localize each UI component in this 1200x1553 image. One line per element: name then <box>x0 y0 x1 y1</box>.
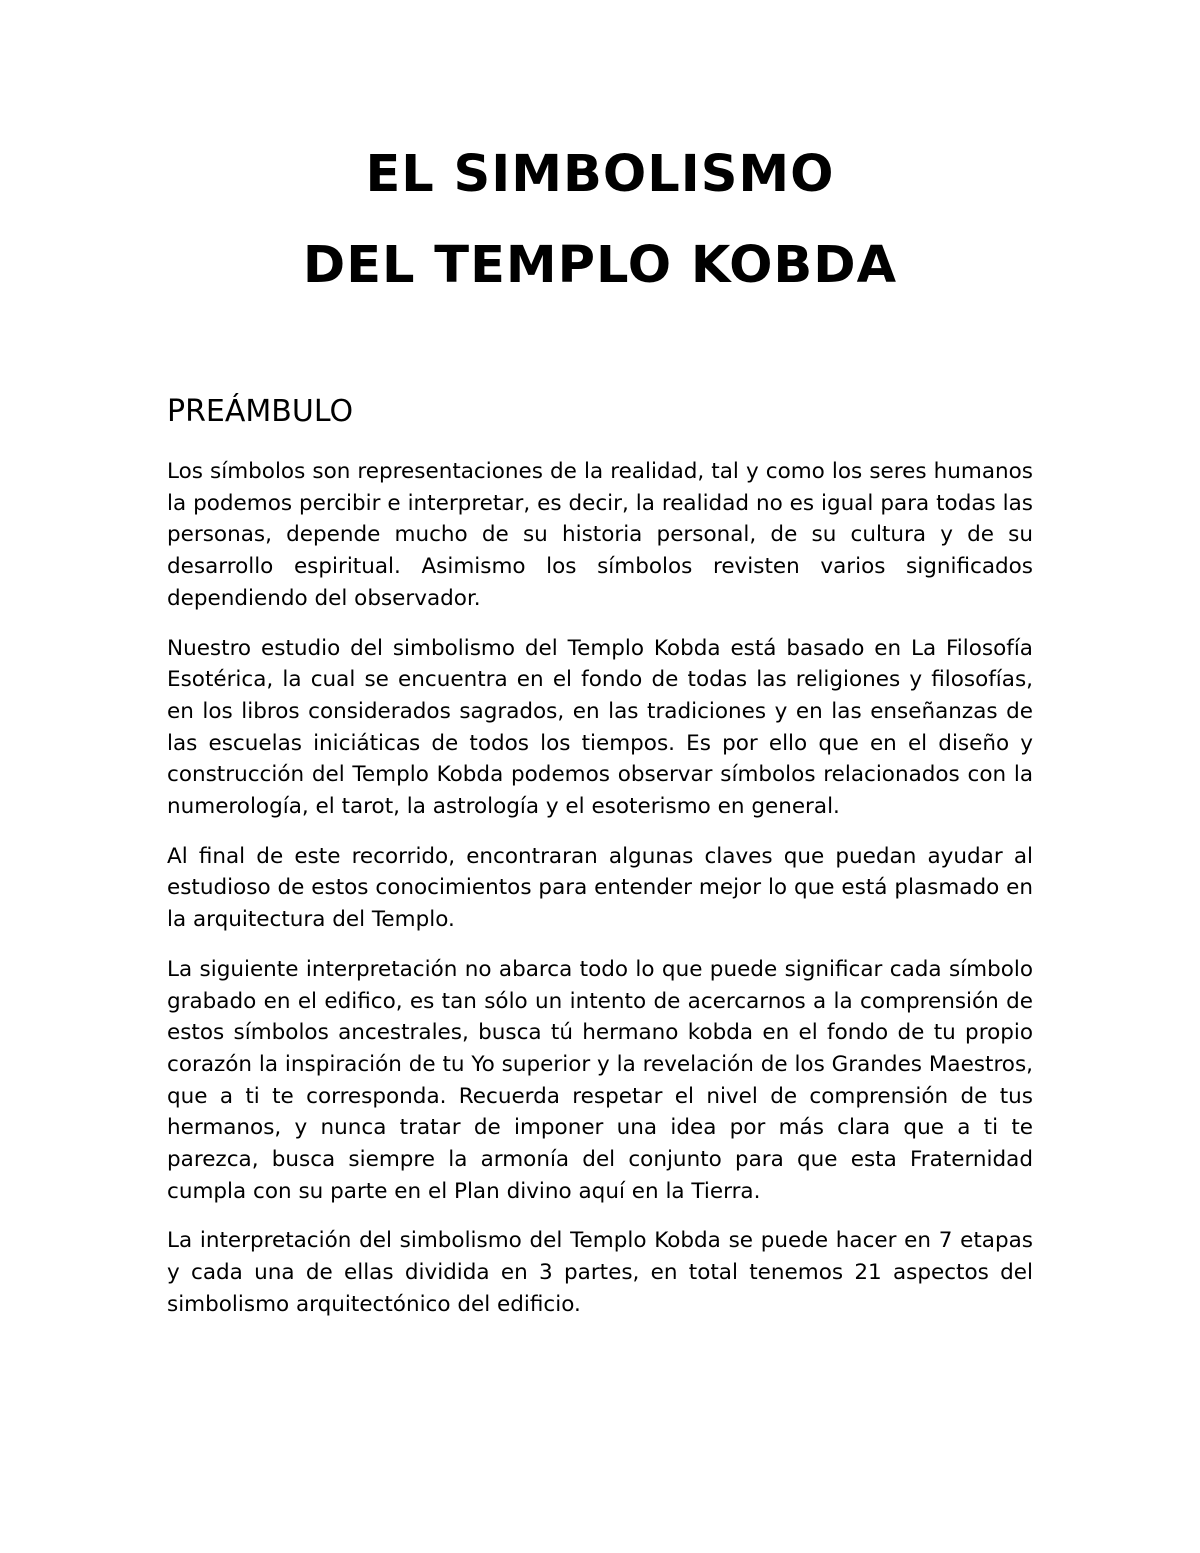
paragraph-5: La interpretación del simbolismo del Templo Kobda se puede hacer en 7 etapas y cada una de ellas dividida en 3 partes, en total tenemos 21 aspectos del simbolismo arquitectónico del edificio. <box>167 1228 1033 1317</box>
paragraph-4: La siguiente interpretación no abarca todo lo que puede significar cada símbolo grabado en el edifico, es tan sólo un intento de acercarnos a la comprensión de estos símbolos ancestrales, busca tú hermano kobda en el fondo de tu propio corazón la inspiración de tu Yo superior y la revelación de los Grandes Maestros, que a ti te corresponda. Recuerda respetar el nivel de comprensión de tus hermanos, y nunca tratar de imponer una idea por más clara que a ti te parezca, busca siempre la armonía del conjunto para que esta Fraternidad cumpla con su parte en el Plan divino aquí en la Tierra. <box>167 956 1033 1204</box>
paragraph-1: Los símbolos son representaciones de la realidad, tal y como los seres humanos la podemos percibir e interpretar, es decir, la realidad no es igual para todas las personas, depende mucho de su historia personal, de su cultura y de su desarrollo espiritual. Asimismo los símbolos revisten varios significados dependiendo del observador. <box>167 459 1033 611</box>
paragraph-3: Al final de este recorrido, encontraran algunas claves que puedan ayudar al estudioso de estos conocimientos para entender mejor lo que está plasmado en la arquitectura del Templo. <box>167 843 1033 933</box>
body-text <box>167 456 1033 1339</box>
document-title-line-2: DEL TEMPLO KOBDA <box>302 236 898 295</box>
section-heading: PREÁMBULO <box>167 394 354 429</box>
document-title-line-1: EL SIMBOLISMO <box>365 145 835 204</box>
paragraph-2: Nuestro estudio del simbolismo del Templo Kobda está basado en La Filosofía Esotérica, la cual se encuentra en el fondo de todas las religiones y filosofías, en los libros considerados sagrados, en las tradiciones y en las enseñanzas de las escuelas iniciáticas de todos los tiempos. Es por ello que en el diseño y construcción del Templo Kobda podemos observar símbolos relacionados con la numerología, el tarot, la astrología y el esoterismo en general. <box>167 635 1033 820</box>
